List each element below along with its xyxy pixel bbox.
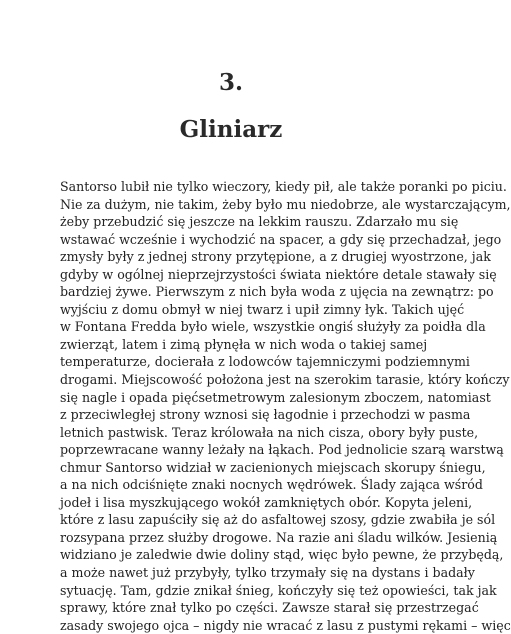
text-line: poprzewracane wanny leżały na łąkach. Pod jednolicie szarą warstwą [60,442,504,458]
text-line: gdyby w ogólnej nieprzejrzystości świata niektóre detale stawały się [60,266,497,282]
text-line: drogami. Miejscowość położona jest na szerokim tarasie, który kończy [60,372,510,388]
text-line: wstawać wcześnie i wychodzić na spacer, a gdy się przechadzał, jego [60,231,502,247]
text-line: widziano je zaledwie dwie doliny stąd, więc było pewne, że przybędą, [60,547,504,563]
text-line: z przeciwległej strony wznosi się łagodnie i przechodzi w pasma [60,407,471,423]
text-line: Santorso lubił nie tylko wieczory, kiedy pił, ale także poranki po piciu. [60,179,507,194]
text-line: rozsypana przez służby drogowe. Na razie ani śladu wilków. Jesienią [60,529,498,545]
text-line: zwierząt, latem i zimą płynęła w nich woda o takiej samej [60,336,428,352]
text-line: Nie za dużym, nie takim, żeby było mu niedobrze, ale wystarczającym, [60,196,511,212]
text-line: temperaturze, docierała z lodowców tajemniczymi podziemnymi [60,354,470,370]
text-line: żeby przebudzić się jeszcze na lekkim rauszu. Zdarzało mu się [60,214,459,230]
text-line: które z lasu zapuściły się aż do asfaltowej szosy, gdzie zwabiła je sól [60,512,496,528]
text-line: chmur Santorso widział w zacienionych miejscach skorupy śniegu, [60,459,486,475]
text-line: bardziej żywe. Pierwszym z nich była woda z ujęcia na zewnątrz: po [60,284,494,300]
text-line: zmysły były z jednej strony przytępione, a z drugiej wyostrzone, jak [60,249,491,265]
chapter-number: 3. [218,69,243,96]
text-line: zasady swojego ojca – nigdy nie wracać z lasu z pustymi rękami – więc [60,617,511,633]
chapter-title: Gliniarz [179,116,283,143]
text-line: się nagle i opada pięćsetmetrowym zalesionym zboczem, natomiast [60,389,491,405]
text-line: w Fontana Fredda było wiele, wszystkie ongiś służyły za poidła dla [60,319,486,335]
text-line: sytuację. Tam, gdzie znikał śnieg, kończyły się też opowieści, tak jak [60,582,497,598]
text-line: a na nich odciśnięte znaki nocnych wędrówek. Ślady zająca wśród [60,477,483,493]
text-line: jodeł i lisa myszkującego wokół zamkniętych obór. Kopyta jeleni, [60,494,473,510]
body-text [60,178,511,634]
text-line: wyjściu z domu obmył w niej twarz i upił zimny łyk. Takich ujęć [60,301,465,317]
text-line: a może nawet już przybyły, tylko trzymały się na dystans i badały [60,565,475,581]
text-line: sprawy, które znał tylko po części. Zawsze starał się przestrzegać [60,600,479,616]
text-line: letnich pastwisk. Teraz królowała na nich cisza, obory były puste, [60,424,479,440]
